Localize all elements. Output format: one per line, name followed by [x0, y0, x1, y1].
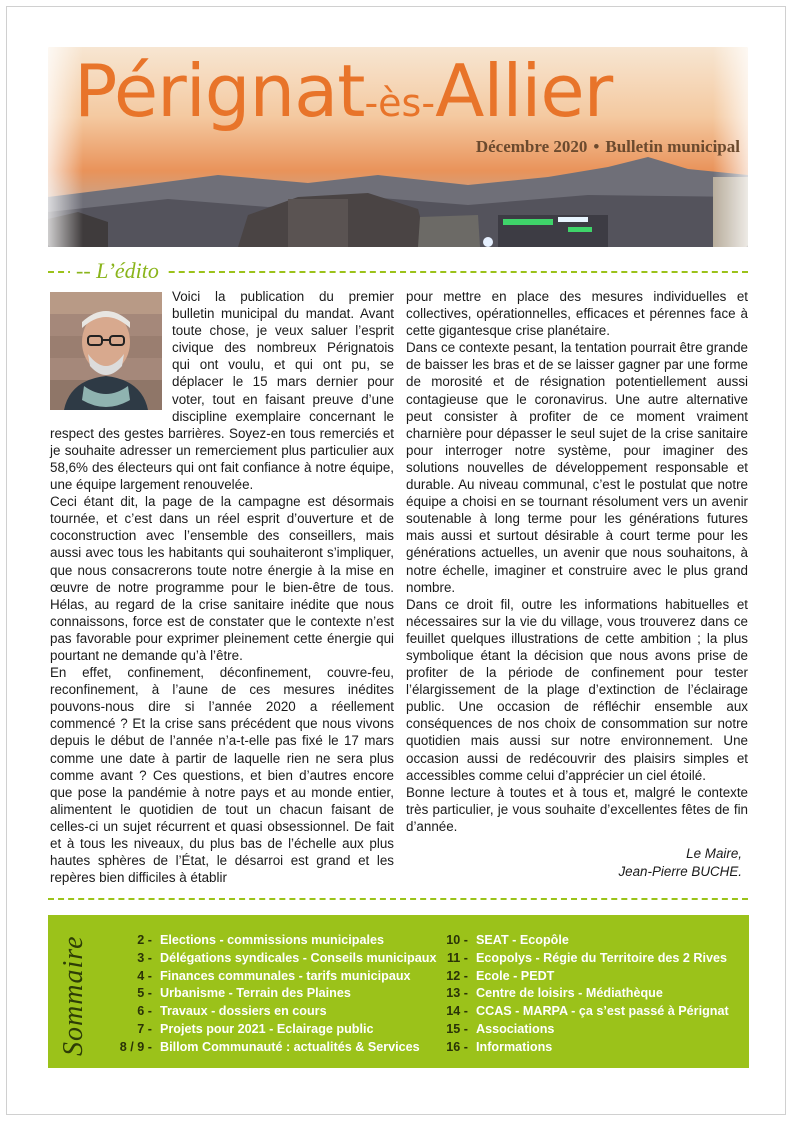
toc-left-list [110, 932, 450, 1057]
toc-item[interactable]: 11 - Ecopolys - Régie du Territoire des 2 Rives [446, 950, 728, 965]
issue-date: Décembre 2020 [475, 137, 588, 156]
toc-item[interactable]: 2 - Elections - commissions municipales [137, 933, 384, 947]
edito-paragraph: En effet, confinement, déconfinement, couvre-feu, reconfinement, à l’aune de ces mesures inédites pouvons-nous dire si l’année 2020 a réellement commencé ? Et la crise sans précédent que nous vivons depuis le début de l’année n’a-t-elle pas fixé le 17 mars comme une date à partir de laquelle rien ne sera plus comme avant ? Ces questions, et bien d’autres encore que pose la pandémie à notre pays et au monde entier, alimentent le quotidien de tout un chacun faisant de celles-ci un sujet récurrent et quasi obsessionnel. De fait et à tous les niveaux, du plus bas de l’échelle aux plus hautes sphères de l’État, le désarroi est grand et les repères bien difficiles à établir [50, 665, 394, 886]
edito-section-header [48, 259, 748, 283]
edito-paragraph: Dans ce contexte pesant, la tentation pourrait être grande de baisser les bras et de se laisser gagner par une forme de morosité et de résignation potentiellement aussi contagieuse que le coronavirus. Une autre alternative peut consister à profiter de ce moment vraiment charnière pour dépasser le seul sujet de la crise sanitaire pour interroger notre système, pour imaginer des solutions nouvelles de développement responsable et durable. Au niveau communal, c’est le postulat que notre équipe a choisi en se tournant résolument vers un avenir soutenable à long terme pour les générations futures mais aussi et surtout désirable à court terme pour les générations actuelles, un avenir que nous souhaitons, à notre échelle, imaginer et construire avec le plus grand nombre. [406, 340, 748, 595]
edito-left-column [50, 288, 394, 886]
toc-item[interactable]: 4 - Finances communales - tarifs municipaux [137, 968, 411, 983]
edito-right-column [406, 288, 748, 881]
toc-item[interactable]: 6 - Travaux - dossiers en cours [137, 1004, 327, 1019]
header-banner [48, 47, 748, 247]
toc-item[interactable]: 7 - Projets pour 2021 - Eclairage public [137, 1021, 374, 1036]
edito-paragraph: Bonne lecture à toutes et à tous et, malgré le contexte très particulier, je vous souhaite d’excellentes fêtes de fin d’année. [406, 784, 748, 834]
toc-right-list [428, 932, 746, 1057]
toc-item[interactable]: 5 - Urbanisme - Terrain des Plaines [137, 986, 351, 1001]
toc-item[interactable]: 3 - Délégations syndicales - Conseils municipaux [137, 950, 437, 965]
toc-item[interactable]: 16 - Informations [446, 1039, 553, 1054]
toc-item[interactable]: 8 / 9 - Billom Communauté : actualités & Services [119, 1039, 420, 1054]
divider [48, 898, 748, 900]
signature [406, 845, 748, 881]
issue-subtitle: Décembre 2020 • Bulletin municipal [475, 137, 740, 156]
edito-paragraph: Ceci étant dit, la page de la campagne est désormais tournée, et c’est dans un réel esprit d’ouverture et de coconstruction avec l’ensemble des conseillers, mais aussi avec tous les habitants qui souhaiteront s’impliquer, que nous consacrerons toute notre énergie à la mise en œuvre de notre programme pour le bien-être de tous. Hélas, au regard de la crise sanitaire inédite que nous connaissons, force est de constater que le contexte n’est pas favorable pour exprimer pleinement cette énergie qui pourtant ne demande qu’à l’être. [50, 494, 394, 663]
edito-heading: -- L’édito [70, 259, 165, 283]
edito-paragraph: Dans ce droit fil, outre les informations habituelles et nécessaires sur la vie du village, vous trouverez dans ce feuillet quelques illustrations de cette ambition ; la plus symbolique étant la décision que nous avons prise de profiter de la période de confinement pour tester l’élargissement de la plage d’extinction de l’éclairage public. Une occasion de réfléchir ensemble aux conséquences de nos choix de consommation sur notre quotidien mais aussi sur notre environnement. Une occasion aussi de redécouvrir des plaisirs simples et accessibles comme celui d’apprécier un ciel étoilé. [406, 596, 748, 783]
edito-paragraph: Voici la publication du premier bulletin municipal du mandat. Avant toute chose, je veux saluer l’esprit civique des nombreux Pérignatois qui ont voulu, et qui ont pu, se déplacer le 15 mars dernier pour voter, tout en faisant preuve d’une discipline exemplaire concernant le respect des gestes barrières. Soyez-en tous remerciés et je souhaite adresser un remerciement plus particulier aux 58,6% des électeurs qui ont fait confiance à notre équipe, une équipe largement renouvelée. [50, 289, 394, 493]
signature-name: Jean-Pierre BUCHE. [618, 864, 742, 879]
bulletin-label: Bulletin municipal [605, 137, 740, 156]
toc-item[interactable]: 14 - CCAS - MARPA - ça s’est passé à Pérignat [446, 1004, 729, 1019]
mayor-portrait-photo [50, 292, 162, 410]
table-of-contents [48, 915, 749, 1068]
signature-role: Le Maire, [686, 846, 742, 861]
sommaire-heading: Sommaire [58, 935, 89, 1056]
toc-item[interactable]: 12 - Ecole - PEDT [446, 968, 555, 983]
newsletter-title: Pérignat-ès-Allier [74, 49, 613, 133]
toc-item[interactable]: 15 - Associations [446, 1021, 555, 1036]
edito-paragraph: pour mettre en place des mesures individuelles et collectives, opérationnelles, efficaces et pérennes face à cette gigantesque crise planétaire. [406, 289, 748, 339]
toc-item[interactable]: 10 - SEAT - Ecopôle [446, 933, 569, 947]
toc-item[interactable]: 13 - Centre de loisirs - Médiathèque [446, 986, 663, 1001]
